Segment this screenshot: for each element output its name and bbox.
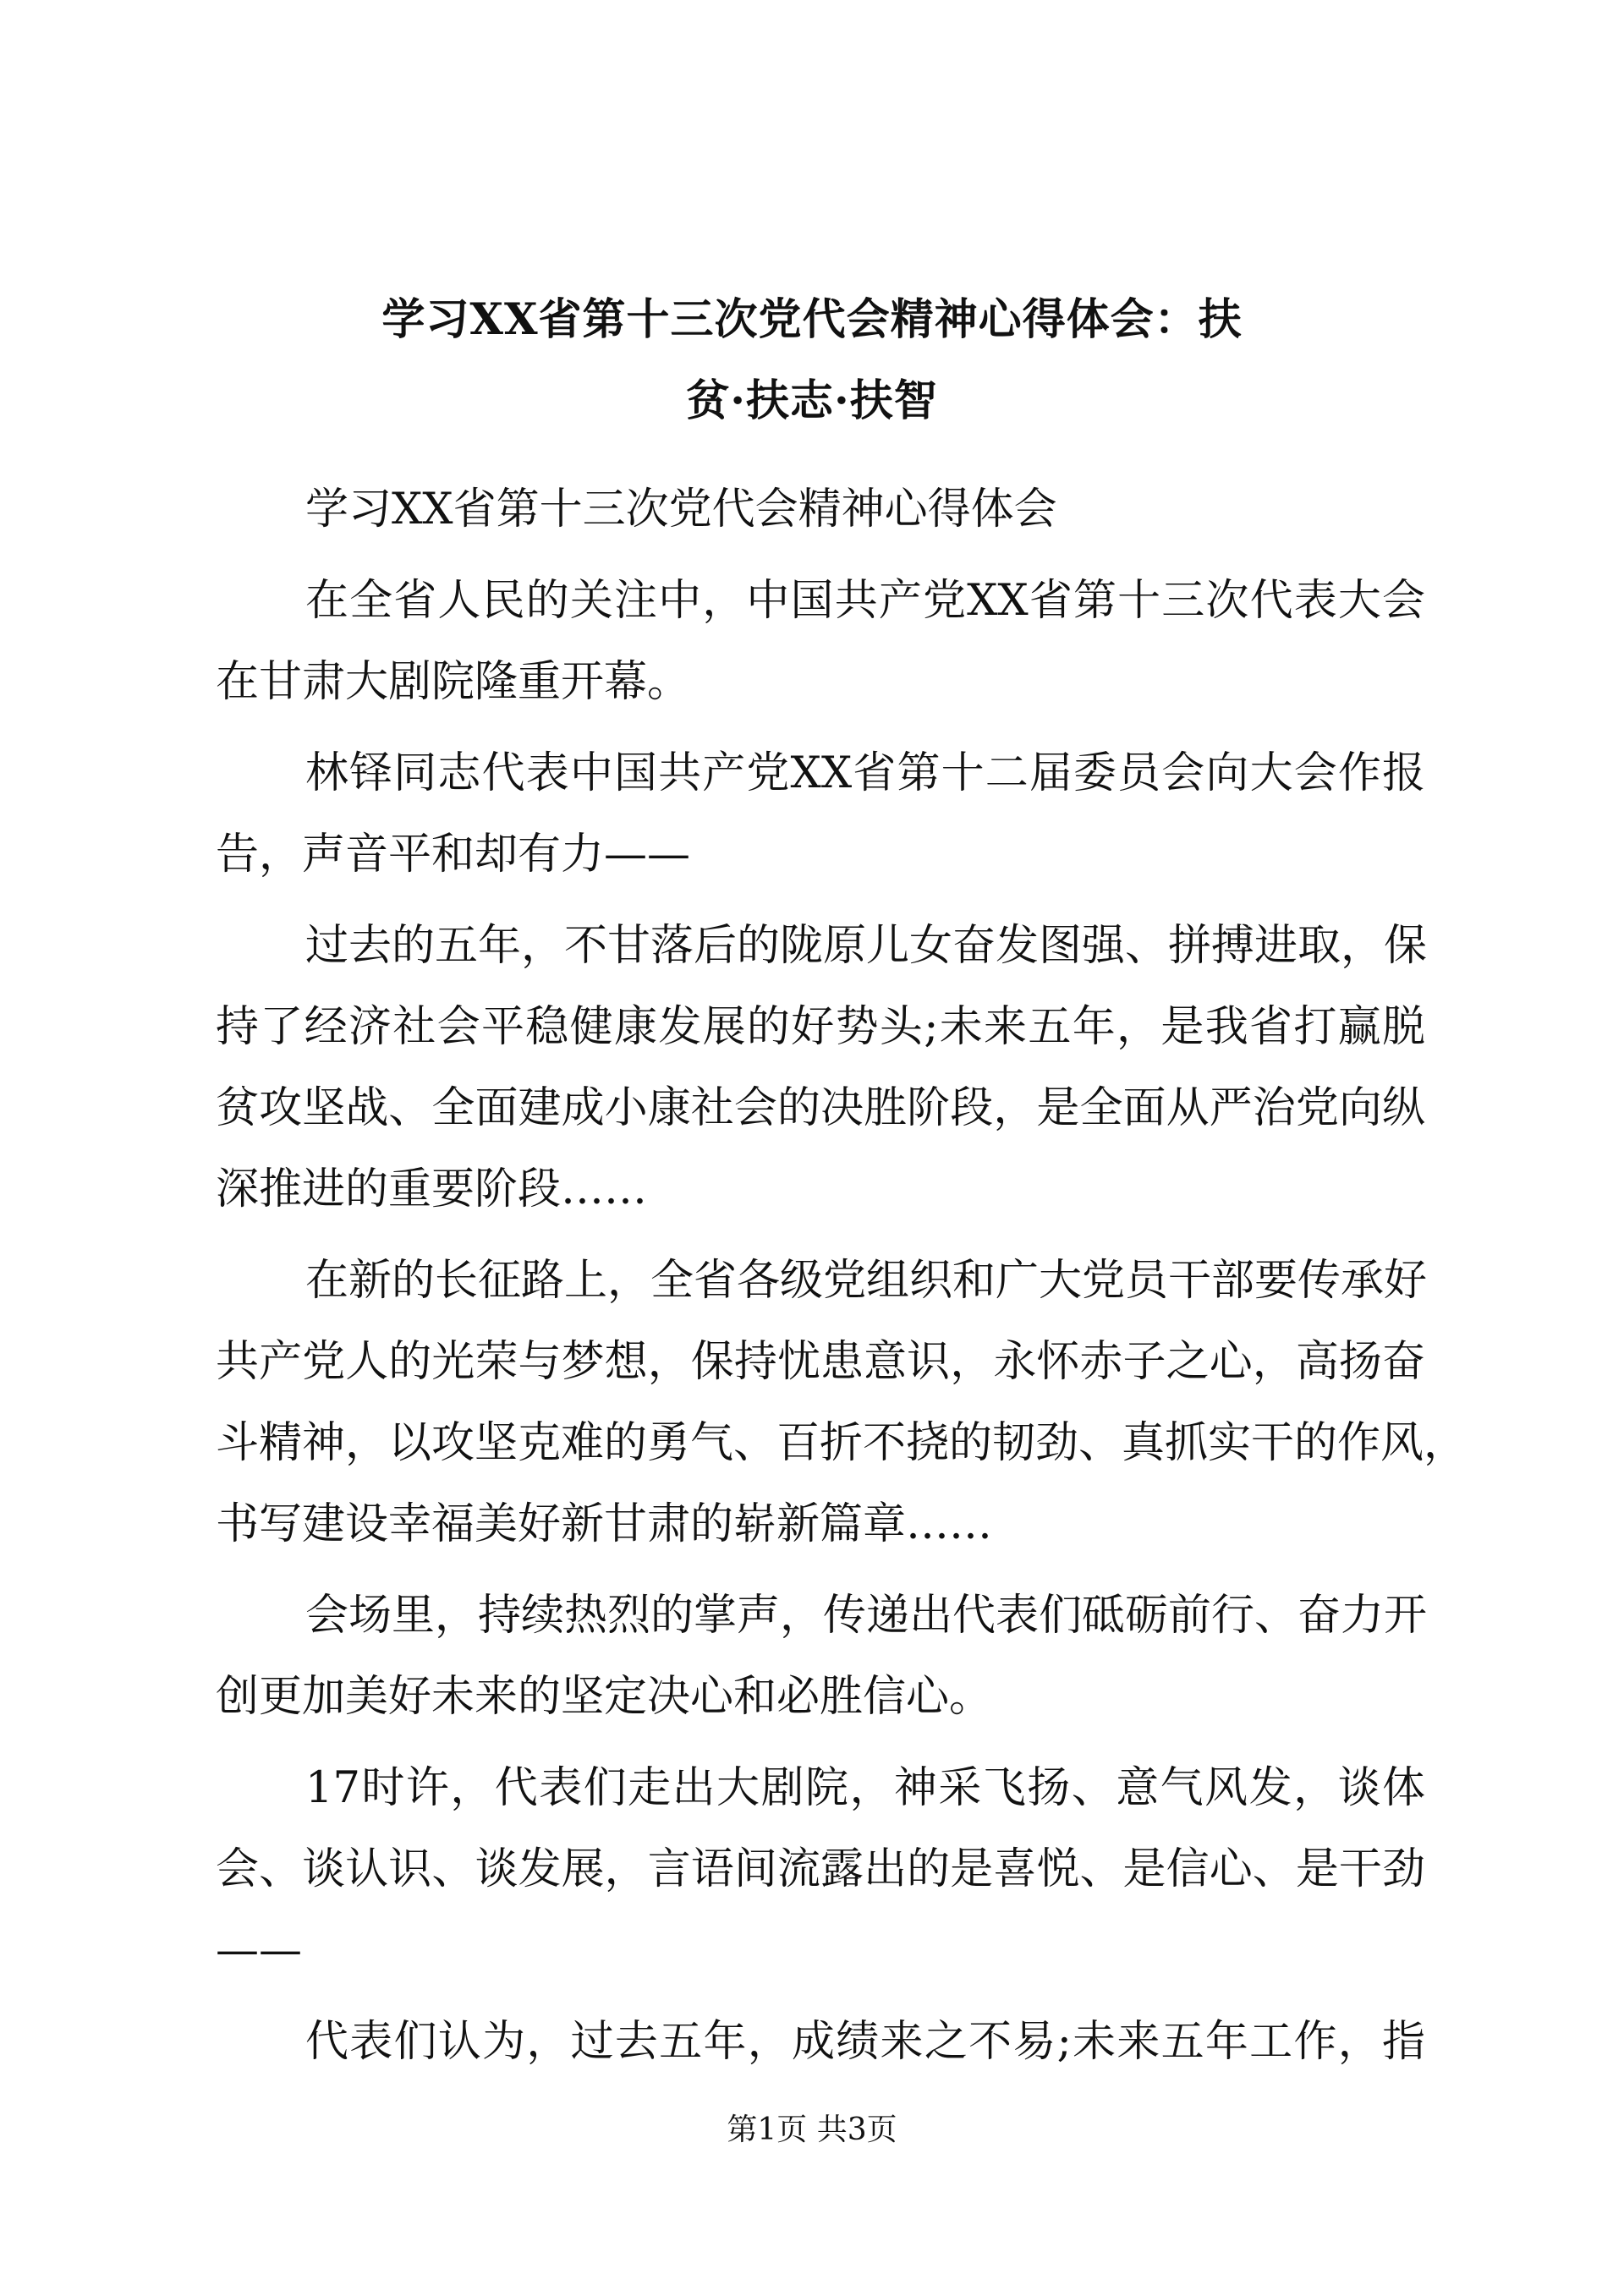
- text-line: 在全省人民的关注中，中国共产党XX省第十三次代表大会: [305, 576, 1425, 626]
- document-body: [216, 469, 1468, 2083]
- text-line: 在甘肃大剧院隆重开幕。: [216, 657, 691, 707]
- text-line: 代表们认为，过去五年，成绩来之不易;未来五年工作，指: [305, 2017, 1425, 2067]
- text-line: 贫攻坚战、全面建成小康社会的决胜阶段，是全面从严治党向纵: [216, 1083, 1425, 1133]
- text-line: 在新的长征路上，全省各级党组织和广大党员干部要传承好: [305, 1256, 1428, 1306]
- title-line: 学习XX省第十三次党代会精神心得体会：扶: [381, 294, 1243, 345]
- text-line: 深推进的重要阶段……: [216, 1164, 648, 1214]
- text-line: 书写建设幸福美好新甘肃的崭新篇章……: [216, 1499, 993, 1549]
- text-line: 创更加美好未来的坚定决心和必胜信心。: [216, 1672, 993, 1722]
- text-line: 共产党人的光荣与梦想，保持忧患意识，永怀赤子之心，高扬奋: [216, 1337, 1425, 1387]
- text-line: 学习XX省第十三次党代会精神心得体会: [305, 485, 1057, 534]
- text-line: 持了经济社会平稳健康发展的好势头;未来五年，是我省打赢脱: [216, 1002, 1425, 1052]
- text-line: 斗精神，以攻坚克难的勇气、百折不挠的韧劲、真抓实干的作风，: [216, 1418, 1468, 1468]
- text-line: 告，声音平和却有力——: [216, 830, 691, 879]
- text-line: 17时许，代表们走出大剧院，神采飞扬、意气风发，谈体: [305, 1763, 1425, 1813]
- title-line: 贫·扶志·扶智: [686, 375, 938, 426]
- text-line: 过去的五年，不甘落后的陇原儿女奋发图强、拼搏进取，保: [305, 921, 1428, 971]
- text-line: 林铎同志代表中国共产党XX省第十二届委员会向大会作报: [305, 748, 1425, 798]
- text-line: 会场里，持续热烈的掌声，传递出代表们砥砺前行、奋力开: [305, 1591, 1428, 1641]
- document-title: [203, 279, 1421, 441]
- text-line: 会、谈认识、谈发展，言语间流露出的是喜悦、是信心、是干劲: [216, 1844, 1425, 1894]
- page-footer: 第1页 共3页: [727, 2112, 897, 2147]
- text-line: ——: [216, 1926, 302, 1975]
